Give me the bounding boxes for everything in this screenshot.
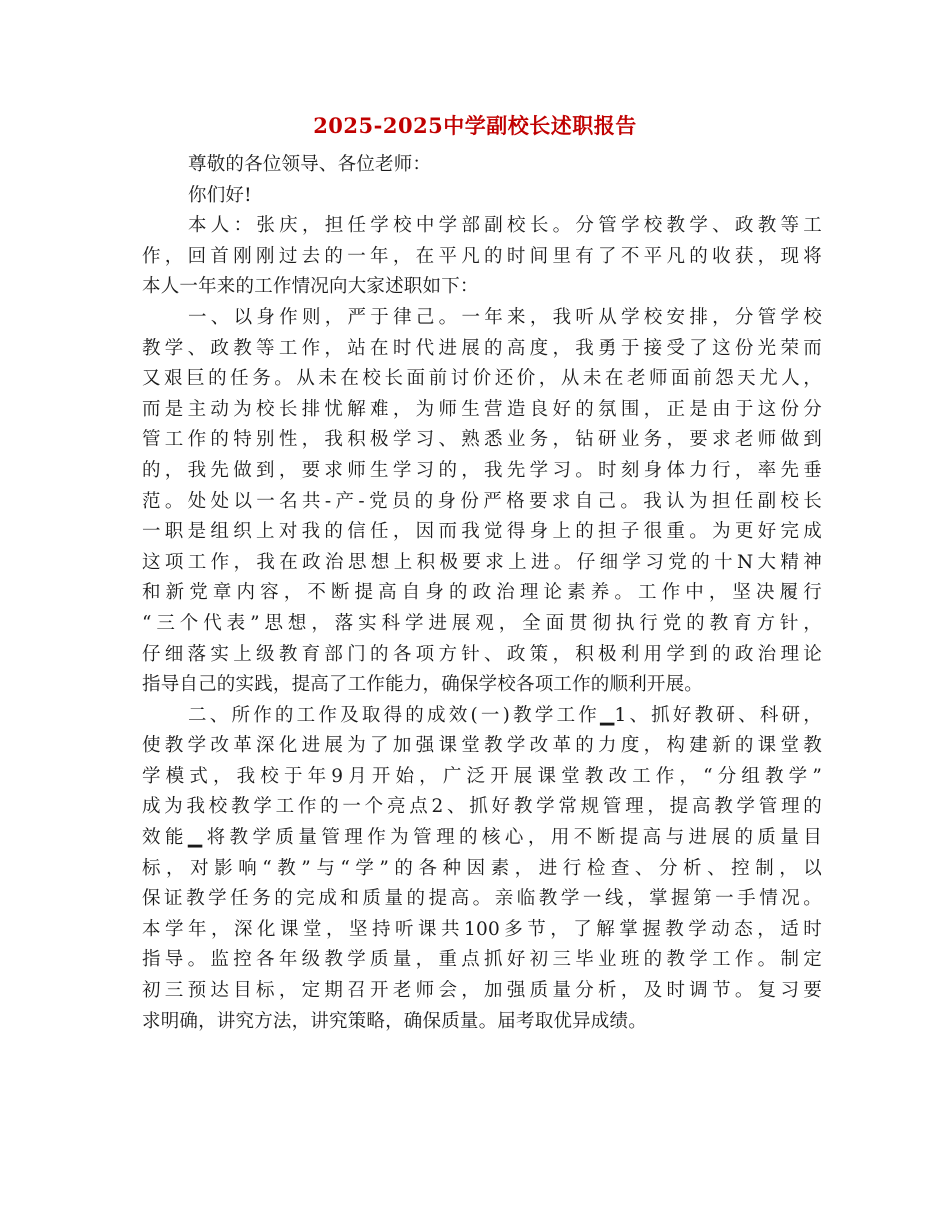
body-line: 这项工作，我在政治思想上积极要求上进。仔细学习党的十N大精神 <box>142 551 822 573</box>
body-line: 指导自己的实践，提高了工作能力，确保学校各项工作的顺利开展。 <box>142 674 704 696</box>
body-line: 成为我校教学工作的一个亮点2、抓好教学常规管理，提高教学管理的 <box>142 796 822 818</box>
body-line: 一职是组织上对我的信任，因而我觉得身上的担子很重。为更好完成 <box>142 521 822 543</box>
body-line: 仔细落实上级教育部门的各项方针、政策，积极利用学到的政治理论 <box>142 643 822 665</box>
body-line: 范。处处以一名共-产-党员的身份严格要求自己。我认为担任副校长 <box>142 490 822 512</box>
body-line: 本学年，深化课堂，坚持听课共100多节，了解掌握教学动态，适时 <box>142 918 822 940</box>
body-line: 尊敬的各位领导、各位老师： <box>188 154 432 175</box>
body-line: 又艰巨的任务。从未在校长面前讨价还价，从未在老师面前怨天尤人， <box>142 368 822 390</box>
body-line: 指导。监控各年级教学质量，重点抓好初三毕业班的教学工作。制定 <box>142 949 822 971</box>
body-line: 保证教学任务的完成和质量的提高。亲临教学一线，掌握第一手情况。 <box>142 888 822 910</box>
body-line: 使教学改革深化进展为了加强课堂教学改革的力度，构建新的课堂教 <box>142 735 822 757</box>
body-line: 作，回首刚刚过去的一年，在平凡的时间里有了不平凡的收获，现将 <box>142 245 822 267</box>
document-title: 2025-2025中学副校长述职报告 <box>313 113 637 138</box>
body-line: 二、所作的工作及取得的成效(一)教学工作▁1、抓好教研、科研， <box>188 704 822 726</box>
body-line: 教学、政教等工作，站在时代进展的高度，我勇于接受了这份光荣而 <box>142 337 822 359</box>
body-line: 本人一年来的工作情况向大家述职如下： <box>142 276 479 298</box>
document-body <box>142 150 822 1037</box>
body-line: 一、以身作则，严于律己。一年来，我听从学校安排，分管学校 <box>188 306 822 328</box>
body-line: 而是主动为校长排忧解难，为师生营造良好的氛围，正是由于这份分 <box>142 398 822 420</box>
body-line: 标，对影响“教”与“学”的各种因素，进行检查、分析、控制，以 <box>142 857 822 879</box>
body-line: 学模式，我校于年9月开始，广泛开展课堂教改工作，“分组教学” <box>142 765 822 787</box>
body-line: 求明确，讲究方法，讲究策略，确保质量。届考取优异成绩。 <box>142 1010 647 1032</box>
body-line: 效能▁将教学质量管理作为管理的核心，用不断提高与进展的质量目 <box>142 827 822 849</box>
body-line: 本人：张庆，担任学校中学部副校长。分管学校教学、政教等工 <box>188 215 822 237</box>
body-line: 管工作的特别性，我积极学习、熟悉业务，钻研业务，要求老师做到 <box>142 429 822 451</box>
body-line: 初三预达目标，定期召开老师会，加强质量分析，及时调节。复习要 <box>142 980 822 1002</box>
body-line: 的，我先做到，要求师生学习的，我先学习。时刻身体力行，率先垂 <box>142 459 822 481</box>
body-line: “三个代表”思想，落实科学进展观，全面贯彻执行党的教育方针， <box>142 612 822 634</box>
body-line: 和新党章内容，不断提高自身的政治理论素养。工作中，坚决履行 <box>142 582 822 604</box>
body-line: 你们好! <box>188 184 252 206</box>
